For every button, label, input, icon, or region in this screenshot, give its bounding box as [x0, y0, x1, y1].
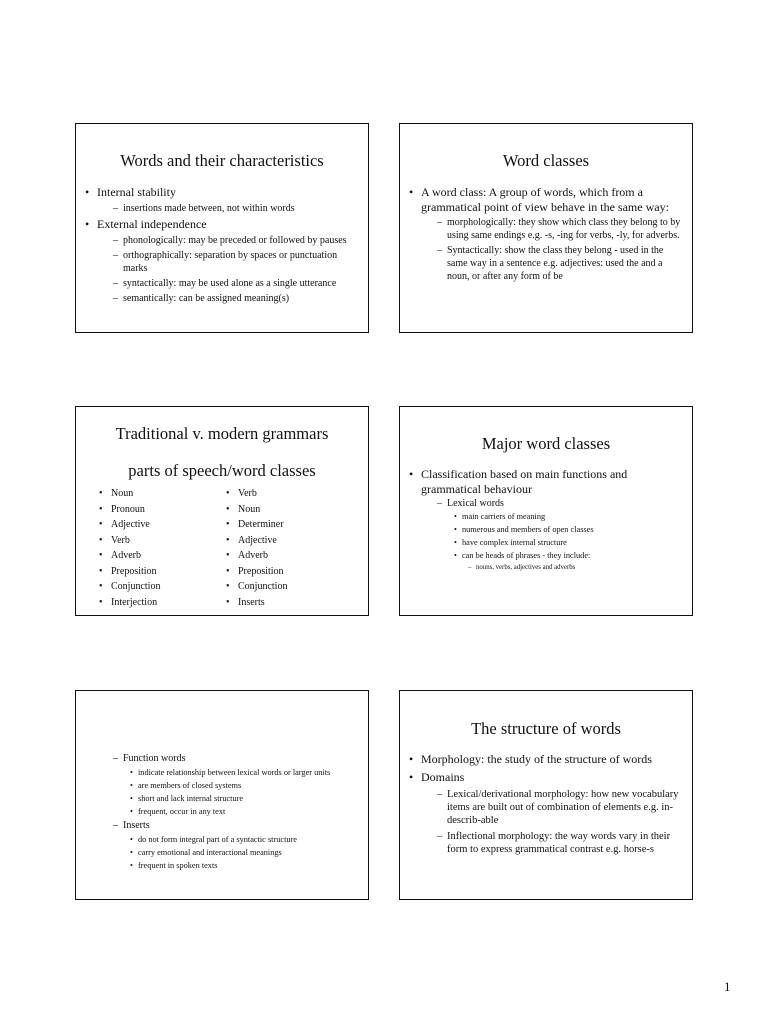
- slide-word-classes: [399, 123, 693, 333]
- list-item: • Preposition: [76, 564, 203, 580]
- list-item: • Noun: [203, 502, 330, 518]
- list-item: • Pronoun: [76, 502, 203, 518]
- sub-sub-bullet-item: • are members of closed systems: [76, 780, 368, 791]
- sub-bullet-item: – semantically: can be assigned meaning(s): [76, 292, 368, 305]
- sub-sub-bullet-item: • main carriers of meaning: [400, 510, 692, 523]
- bullet-item: • Domains: [400, 770, 692, 785]
- sub-bullet-item: – Lexical/derivational morphology: how new vocabulary items are built out of combination of elements e.g. in-describ-able: [400, 788, 692, 827]
- slide-structure-of-words: [399, 690, 693, 900]
- sub-sub-bullet-item: • frequent in spoken texts: [76, 860, 368, 871]
- slide-words-characteristics: [75, 123, 369, 333]
- sub-bullet-item: – syntactically: may be used alone as a single utterance: [76, 277, 368, 290]
- sub-sub-bullet-item: • indicate relationship between lexical words or larger units: [76, 767, 368, 778]
- list-item: • Inserts: [203, 595, 330, 611]
- slide-title: Major word classes: [481, 434, 611, 453]
- list-item: • Interjection: [76, 595, 203, 611]
- sub-bullet-item: – orthographically: separation by spaces or punctuation marks: [76, 249, 368, 275]
- sub-sub-bullet-item: • do not form integral part of a syntactic structure: [76, 834, 368, 845]
- slide-title: Word classes: [502, 151, 590, 170]
- modern-column: [203, 486, 330, 610]
- bullet-list: [400, 185, 692, 283]
- slide-title-line2: parts of speech/word classes: [128, 461, 316, 480]
- bullet-item: • Morphology: the study of the structure of words: [400, 752, 692, 767]
- list-item: • Adjective: [203, 533, 330, 549]
- bullet-item: • External independence: [76, 217, 368, 232]
- sub-sub-bullet-item: • short and lack internal structure: [76, 793, 368, 804]
- sub-sub-bullet-item: • carry emotional and interactional meanings: [76, 847, 368, 858]
- level4-bullet-item: – nouns, verbs, adjectives and adverbs: [400, 562, 692, 573]
- list-item: • Conjunction: [76, 579, 203, 595]
- list-item: • Conjunction: [203, 579, 330, 595]
- slide-title-line1: Traditional v. modern grammars: [115, 424, 329, 443]
- sub-sub-bullet-item: • can be heads of phrases - they include:: [400, 549, 692, 562]
- list-item: • Verb: [76, 533, 203, 549]
- page-number: 1: [724, 979, 731, 994]
- list-item: • Noun: [76, 486, 203, 502]
- bullet-list: [76, 752, 368, 871]
- slide-traditional-modern: [75, 406, 369, 616]
- sub-bullet-item: – Lexical words: [400, 497, 692, 510]
- two-column-list: [76, 486, 368, 610]
- sub-sub-bullet-item: • frequent, occur in any text: [76, 806, 368, 817]
- sub-bullet-item: – Inserts: [76, 819, 368, 832]
- sub-bullet-item: – insertions made between, not within words: [76, 202, 368, 215]
- slide-title: The structure of words: [471, 719, 621, 738]
- sub-bullet-item: – morphologically: they show which class they belong to by using same endings e.g. -s, -ing for verbs, -ly, for adverbs.: [400, 216, 692, 242]
- list-item: • Determiner: [203, 517, 330, 533]
- list-item: • Verb: [203, 486, 330, 502]
- sub-sub-bullet-item: • numerous and members of open classes: [400, 523, 692, 536]
- bullet-list: [400, 752, 692, 856]
- sub-bullet-item: – phonologically: may be preceded or followed by pauses: [76, 234, 368, 247]
- bullet-list: [400, 467, 692, 573]
- sub-bullet-item: – Function words: [76, 752, 368, 765]
- sub-bullet-item: – Inflectional morphology: the way words vary in their form to express grammatical contrast e.g. horse-s: [400, 830, 692, 856]
- slide-title: Words and their characteristics: [120, 151, 324, 170]
- list-item: • Preposition: [203, 564, 330, 580]
- slide-function-words: [75, 690, 369, 900]
- traditional-column: [76, 486, 203, 610]
- slide-major-word-classes: [399, 406, 693, 616]
- list-item: • Adverb: [76, 548, 203, 564]
- list-item: • Adverb: [203, 548, 330, 564]
- bullet-item: • Internal stability: [76, 185, 368, 200]
- list-item: • Adjective: [76, 517, 203, 533]
- sub-sub-bullet-item: • have complex internal structure: [400, 536, 692, 549]
- sub-bullet-item: – Syntactically: show the class they belong - used in the same way in a sentence e.g. adjectives: used the and a noun, or after any form of be: [400, 244, 692, 283]
- bullet-item: • A word class: A group of words, which from a grammatical point of view behave in the same way:: [400, 185, 692, 215]
- bullet-list: [76, 185, 368, 305]
- bullet-item: • Classification based on main functions and grammatical behaviour: [400, 467, 692, 497]
